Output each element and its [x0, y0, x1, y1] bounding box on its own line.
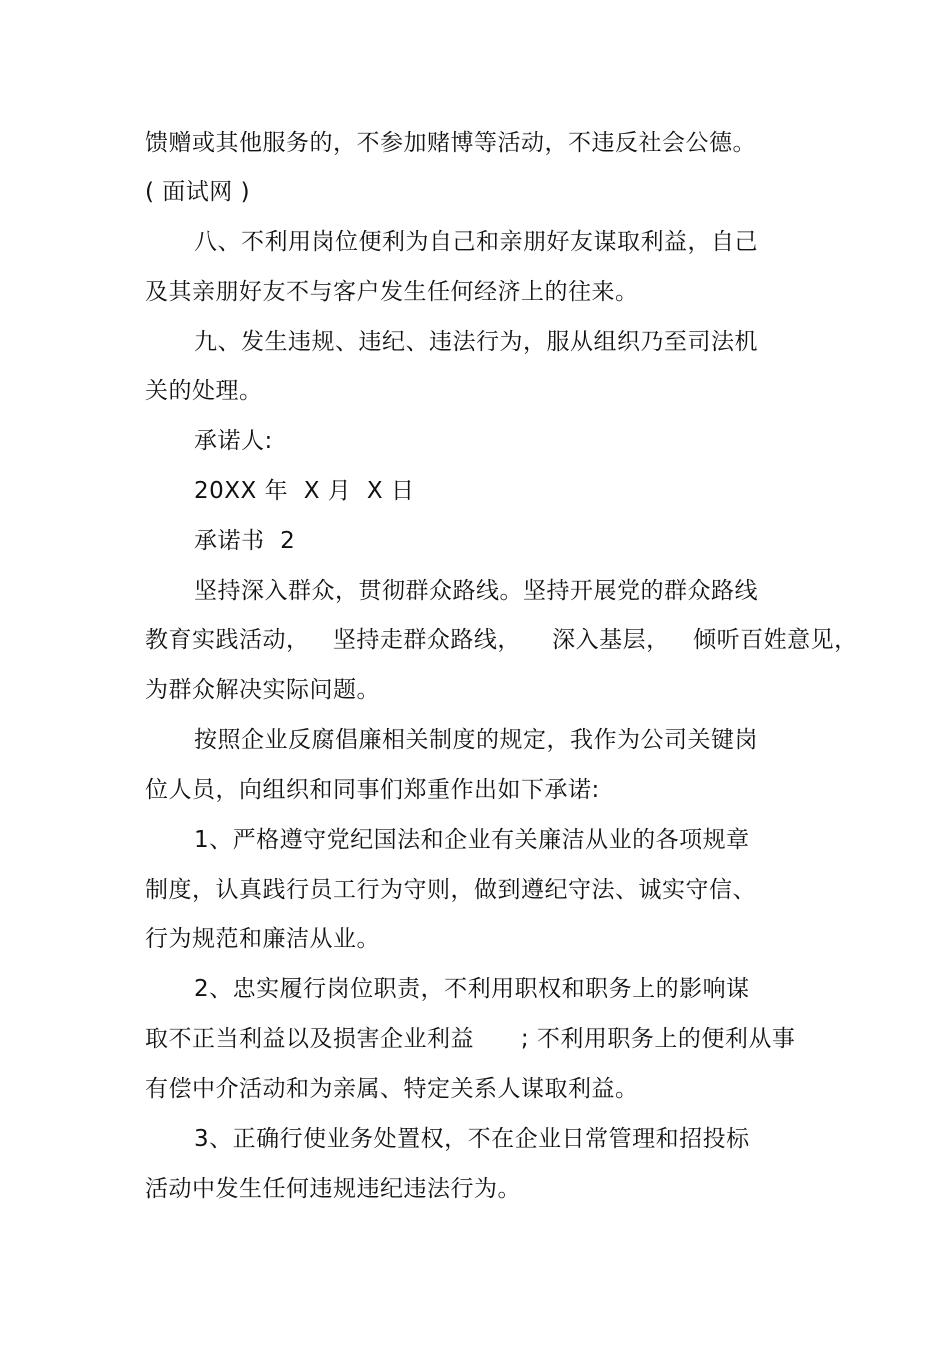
text-line: 3、正确行使业务处置权，不在企业日常管理和招投标 [194, 1126, 750, 1152]
text-line: 教育实践活动， 坚持走群众路线， 深入基层， 倾听百姓意见， [145, 627, 858, 653]
text-line: 为群众解决实际问题。 [145, 677, 380, 703]
date-line: 20XX 年 X 月 X 日 [194, 478, 415, 504]
text-line: 八、不利用岗位便利为自己和亲朋好友谋取利益，自己 [194, 229, 758, 255]
section-heading: 承诺书 2 [194, 528, 296, 554]
text-line: ( 面试网 ) [145, 179, 251, 205]
text-line: 位人员，向组织和同事们郑重作出如下承诺: [145, 777, 600, 803]
text-line: 坚持深入群众，贯彻群众路线。坚持开展党的群众路线 [194, 578, 758, 604]
signatory-label: 承诺人: [194, 428, 273, 454]
text-line: 九、发生违规、违纪、违法行为，服从组织乃至司法机 [194, 329, 758, 355]
text-line: 及其亲朋好友不与客户发生任何经济上的往来。 [145, 279, 639, 305]
text-line: 取不正当利益以及损害企业利益 ; 不利用职务上的便利从事 [145, 1026, 796, 1052]
text-line: 制度，认真践行员工行为守则，做到遵纪守法、诚实守信、 [145, 877, 756, 903]
text-line: 2、忠实履行岗位职责，不利用职权和职务上的影响谋 [194, 976, 750, 1002]
text-line: 馈赠或其他服务的，不参加赌博等活动，不违反社会公德。 [145, 130, 756, 156]
text-line: 有偿中介活动和为亲属、特定关系人谋取利益。 [145, 1076, 639, 1102]
text-line: 活动中发生任何违规违纪违法行为。 [145, 1176, 521, 1202]
text-line: 行为规范和廉洁从业。 [145, 926, 380, 952]
text-line: 1、严格遵守党纪国法和企业有关廉洁从业的各项规章 [194, 827, 750, 853]
text-line: 关的处理。 [145, 378, 263, 404]
text-line: 按照企业反腐倡廉相关制度的规定，我作为公司关键岗 [194, 727, 758, 753]
